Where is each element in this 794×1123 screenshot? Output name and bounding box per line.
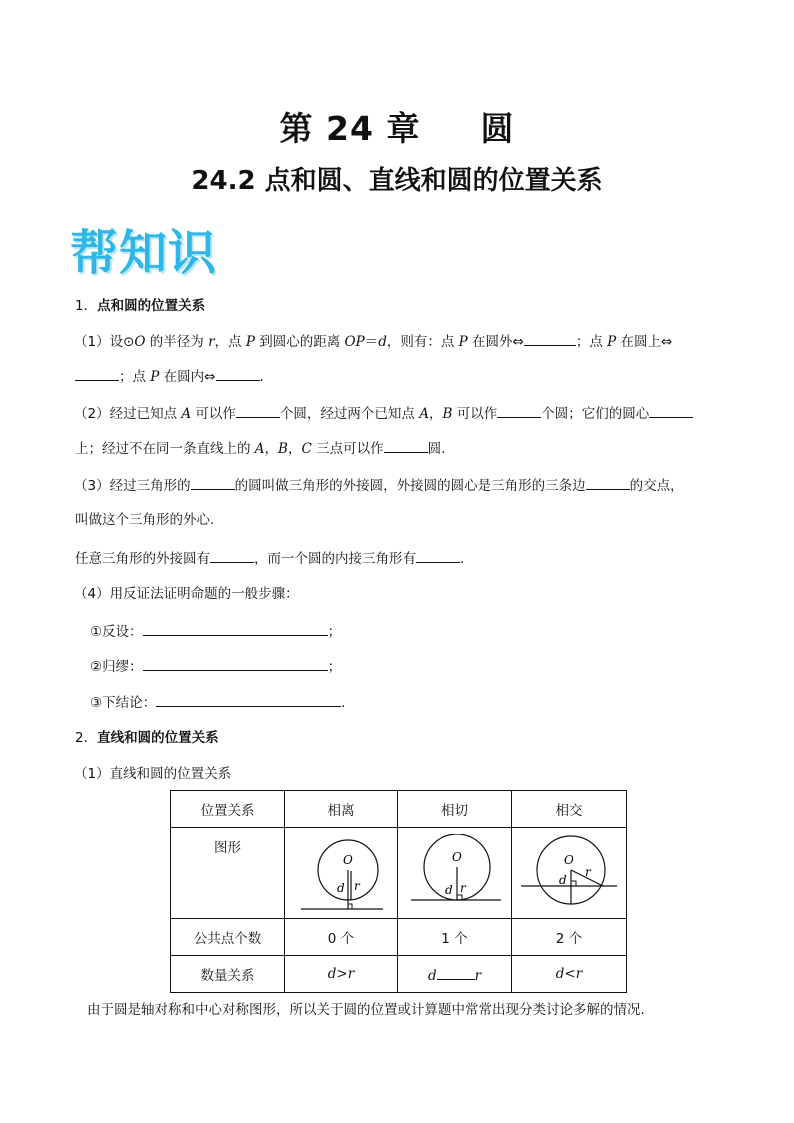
text: （2）经过已知点 [74,406,182,422]
text: ， [428,406,443,422]
var-o: O [134,334,146,350]
text: ②归缪： [90,659,143,675]
answer-blank[interactable] [191,475,235,490]
table-cell: 1 个 [398,919,512,956]
answer-blank[interactable] [143,656,328,671]
text: ，点 [214,334,246,350]
answer-blank[interactable] [143,621,328,636]
var-p: P [458,334,468,350]
var-r: r [208,334,215,350]
figure-intersect [512,828,627,919]
text: 在圆内⇔ [159,369,216,385]
para2-line2 [75,438,445,459]
para3-line2: 叫做这个三角形的外心. [75,512,215,528]
var-r: r [474,967,482,984]
para1-line1 [74,331,672,352]
var-p: P [607,334,617,350]
text: （3）经过三角形的 [74,478,191,494]
table-cell: d>r [285,956,398,993]
svg-text:r: r [585,865,591,879]
text: ；点 [119,369,151,385]
table-row [171,956,627,993]
table-row [171,919,627,956]
var-b: B [442,406,453,422]
answer-blank[interactable] [416,548,460,563]
answer-blank[interactable] [216,366,260,381]
text: ，而一个圆的内接三角形有 [254,551,416,567]
text: ＝ [364,334,379,350]
text: 圆. [427,441,446,457]
figure-separate [285,828,398,919]
text: 到圆心的距离 [254,334,345,350]
text: 在圆上⇔ [616,334,673,350]
answer-blank[interactable] [156,692,341,707]
table-cell: 0 个 [285,919,398,956]
diagram-separate [291,834,391,912]
text: 可以作 [191,406,236,422]
var-d: d [378,334,387,350]
text: ； [327,624,342,640]
table-header: 相离 [285,791,398,828]
diagram-tangent [405,834,505,912]
text: 上；经过不在同一条直线上的 [75,441,255,457]
text: ，则有：点 [386,334,459,350]
svg-text:O: O [343,853,353,867]
answer-blank[interactable] [437,965,475,980]
text: . [341,695,346,711]
chapter-number: 第 24 章 [279,109,421,148]
answer-blank[interactable] [586,475,630,490]
text: ①反设： [90,624,143,640]
text: ， [287,441,302,457]
section-title: 24.2 点和圆、直线和圆的位置关系 [191,166,603,196]
table-header: 相交 [512,791,627,828]
var-p: P [150,369,160,385]
table-header: 位置关系 [171,791,285,828]
heading-number: 2． [75,730,98,746]
step-conclude [90,692,345,713]
answer-blank[interactable] [497,403,541,418]
logo-text: 帮知识 [70,225,218,281]
table-cell [398,956,512,993]
heading-text: 点和圆的位置关系 [97,298,206,314]
text: . [259,369,264,385]
text: 的交点， [629,478,684,494]
section2-heading [75,728,219,748]
svg-text:r: r [459,881,466,895]
answer-blank[interactable] [649,403,693,418]
var-c: C [301,441,312,457]
text: 的半径为 [145,334,209,350]
text: 在圆外⇔ [467,334,524,350]
text: 任意三角形的外接圆有 [75,551,210,567]
answer-blank[interactable] [75,366,119,381]
text: 可以作 [452,406,498,422]
section1-heading [75,296,205,316]
var-b: B [278,441,288,457]
heading-number: 1． [75,298,98,314]
text: ③下结论： [90,695,157,711]
section-logo [70,214,217,283]
svg-text:d: d [559,873,567,887]
text: ， [264,441,279,457]
chapter-name: 圆 [480,109,515,148]
answer-blank[interactable] [524,331,576,346]
para1-line2 [75,366,264,387]
chapter-title [0,103,794,150]
text: . [460,551,465,567]
table-header: 相切 [398,791,512,828]
text: 个圆，经过两个已知点 [279,406,420,422]
table-row [171,791,627,828]
svg-text:O: O [564,853,574,867]
para2-line1 [74,403,693,424]
para3-line3 [75,548,464,569]
step-reduce [90,656,341,677]
para3-line1 [74,475,684,496]
figure-tangent [398,828,512,919]
var-a: A [181,406,192,422]
text: 个圆；它们的圆心 [541,406,650,422]
answer-blank[interactable] [210,548,254,563]
var-a: A [419,406,429,422]
step-assume [90,621,341,642]
var-d: d [427,967,437,984]
relation-table [170,790,627,993]
table-row [171,828,627,919]
text: ； [327,659,342,675]
table-cell: 2 个 [512,919,627,956]
table-cell: 公共点个数 [171,919,285,956]
text: （1）设⊙ [74,334,135,350]
svg-text:r: r [354,879,360,893]
table-cell: 数量关系 [171,956,285,993]
para4: （4）用反证法证明命题的一般步骤： [74,586,299,602]
svg-text:d: d [337,881,345,895]
text: 三点可以作 [311,441,384,457]
footnote: 由于圆是轴对称和中心对称图形，所以关于圆的位置或计算题中常常出现分类讨论多解的情况. [87,1002,645,1018]
table-cell: d<r [512,956,627,993]
var-a: A [254,441,265,457]
svg-text:O: O [451,850,462,864]
figure-label: 图形 [171,828,285,919]
text: ；点 [575,334,608,350]
var-p: P [245,334,255,350]
svg-text:d: d [444,883,453,897]
answer-blank[interactable] [384,438,428,453]
var-op: OP [344,334,365,350]
section2-sub: （1）直线和圆的位置关系 [74,766,232,782]
diagram-intersect [519,834,619,912]
text: 的圆叫做三角形的外接圆，外接圆的圆心是三角形的三条边 [234,478,586,494]
answer-blank[interactable] [236,403,280,418]
heading-text: 直线和圆的位置关系 [97,730,219,746]
